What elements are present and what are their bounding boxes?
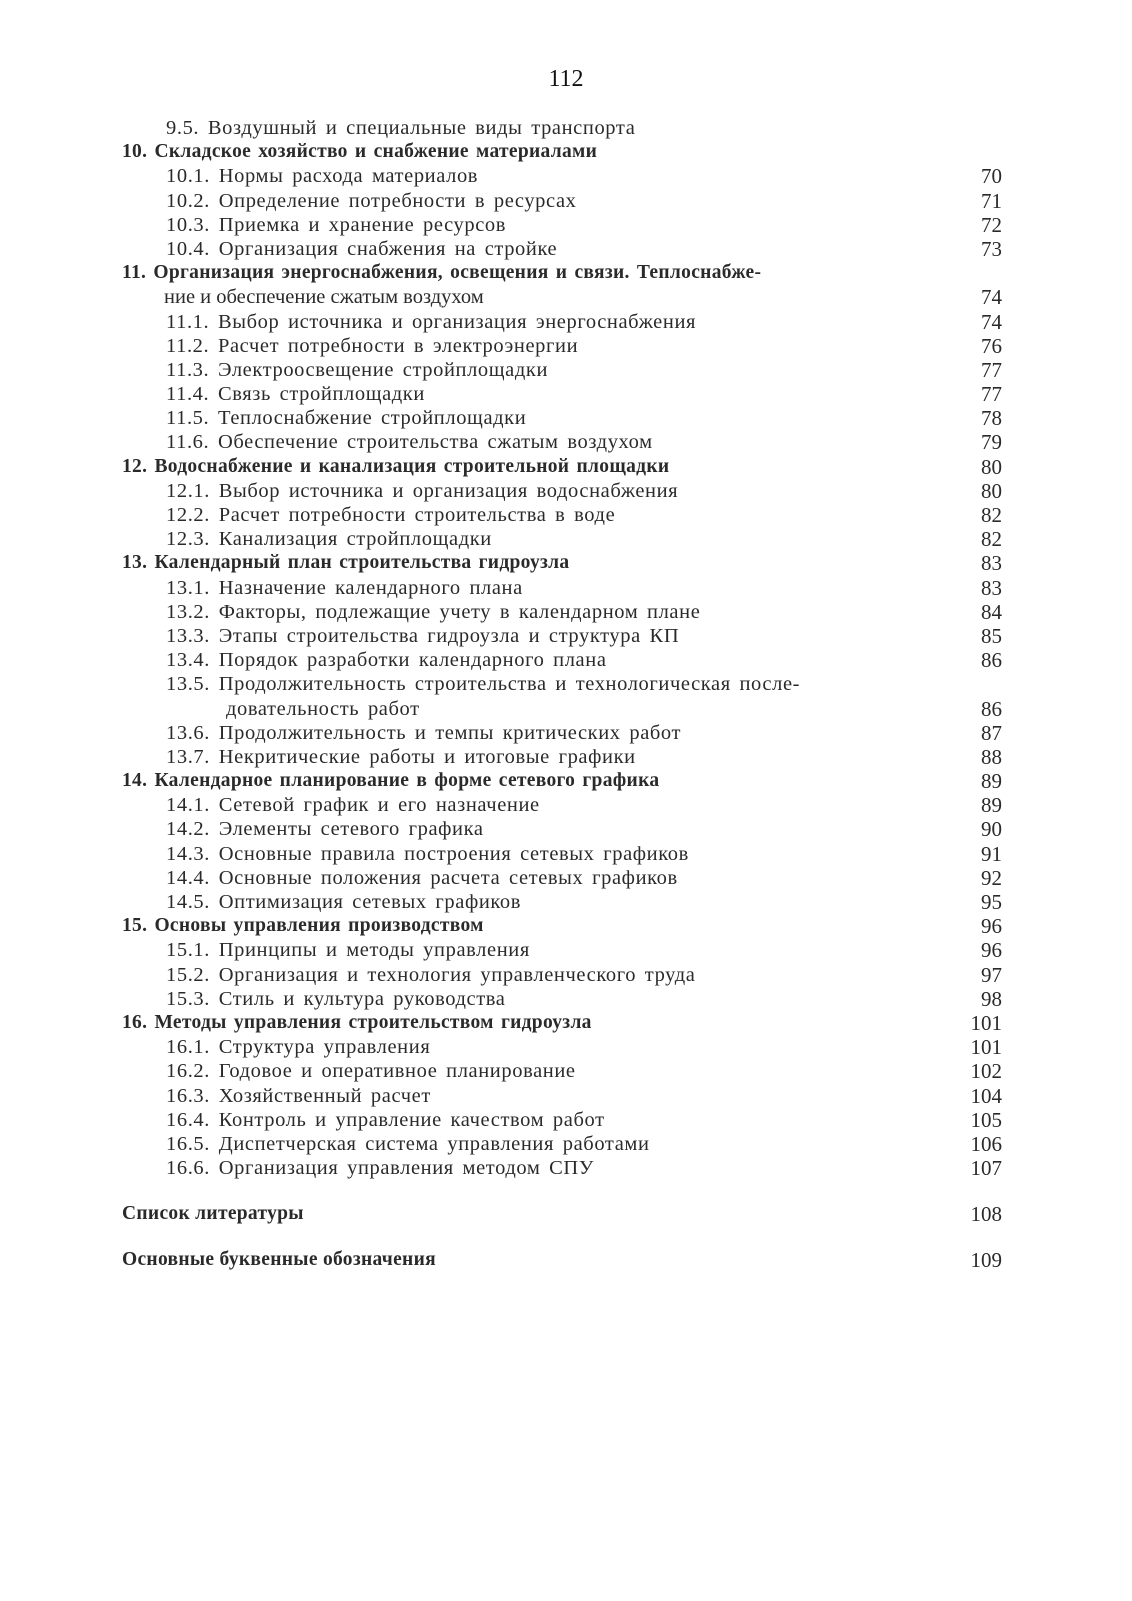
table-of-contents	[122, 116, 1002, 1273]
toc-entry-title: Некритические работы и итоговые графики	[218, 745, 636, 768]
toc-entry-number: 16.5.	[166, 1132, 210, 1155]
toc-entry-number: 13.5.	[166, 673, 210, 696]
toc-entry-number: 16.3.	[166, 1084, 210, 1107]
toc-entry-page: 80	[981, 454, 1002, 479]
toc-entry-number: 13.	[122, 552, 148, 574]
toc-entry-number: 9.5.	[166, 117, 200, 139]
toc-entry-number: 15.2.	[166, 963, 210, 986]
toc-entry-title: Приемка и хранение ресурсов	[218, 213, 507, 236]
toc-entry-page: 76	[981, 333, 1002, 358]
toc-entry-page: 71	[981, 188, 1002, 213]
toc-entry-page: 84	[981, 599, 1002, 624]
toc-entry-title: Оптимизация сетевых графиков	[218, 891, 522, 913]
back-matter-page: 108	[970, 1202, 1002, 1227]
toc-section-row	[122, 527, 1002, 551]
toc-entry-number: 11.1.	[166, 310, 210, 333]
toc-entry-title: Расчет потребности строительства в воде	[218, 504, 616, 526]
toc-entry-number: 10.1.	[166, 165, 210, 188]
toc-section-row	[122, 576, 1002, 600]
toc-entry-page: 105	[970, 1107, 1002, 1132]
toc-section-row	[122, 334, 1002, 358]
toc-entry-page: 83	[981, 575, 1002, 600]
toc-entry-page: 101	[970, 1035, 1002, 1060]
toc-entry-page: 72	[981, 212, 1002, 237]
toc-entry-title: Принципы и методы управления	[218, 939, 530, 962]
toc-entry-title: Организация снабжения на стройке	[218, 237, 558, 260]
toc-entry-page: 70	[981, 164, 1002, 189]
toc-entry-number: 10.3.	[166, 213, 210, 236]
toc-entry-title: Выбор источника и организация энергоснабжения	[217, 310, 697, 333]
toc-entry-title: Электроосвещение стройплощадки	[217, 358, 549, 381]
toc-entry-number: 14.4.	[166, 866, 210, 889]
toc-section-row	[122, 600, 1002, 624]
toc-entry-page: 98	[981, 986, 1002, 1011]
toc-entry-title: Определение потребности в ресурсах	[218, 189, 577, 212]
toc-entry-page: 83	[981, 551, 1002, 576]
toc-entry-title: Продолжительность строительства и технологическая после-	[218, 673, 801, 696]
toc-entry-title: Основные положения расчета сетевых графиков	[218, 866, 678, 889]
toc-section-row	[122, 697, 1002, 721]
toc-entry-page: 73	[981, 236, 1002, 261]
toc-section-row	[122, 430, 1002, 454]
toc-entry-page: 104	[970, 1083, 1002, 1108]
toc-entry-title: Хозяйственный расчет	[218, 1084, 431, 1107]
toc-entry-page: 91	[981, 841, 1002, 866]
toc-entry-page: 79	[981, 430, 1002, 455]
toc-entry-number: 14.1.	[166, 794, 210, 817]
toc-entry-page: 101	[970, 1010, 1002, 1035]
toc-section-row	[122, 237, 1002, 261]
toc-entry-number: 12.2.	[166, 504, 210, 526]
toc-entry-title: Порядок разработки календарного плана	[218, 649, 607, 672]
toc-entry-title: Контроль и управление качеством работ	[218, 1108, 605, 1131]
toc-section-row	[122, 406, 1002, 430]
toc-entry-page: 95	[981, 890, 1002, 914]
toc-section-row	[122, 358, 1002, 382]
toc-entry-title: Организация управления методом СПУ	[218, 1157, 594, 1180]
toc-entry-number: 15.	[122, 915, 148, 937]
toc-entry-number: 13.4.	[166, 649, 210, 672]
toc-section-row	[122, 189, 1002, 213]
toc-entry-number: 16.2.	[166, 1060, 210, 1083]
toc-section-row	[122, 938, 1002, 962]
toc-entry-title: Расчет потребности в электроэнергии	[217, 334, 579, 357]
toc-chapter-row	[122, 455, 1002, 479]
toc-entry-page: 89	[981, 769, 1002, 794]
toc-section-row	[122, 1108, 1002, 1132]
back-matter-title: Основные буквенные обозначения	[122, 1249, 436, 1271]
toc-entry-number: 10.4.	[166, 237, 210, 260]
toc-entry-page: 96	[981, 914, 1002, 939]
toc-entry-number: 14.2.	[166, 818, 210, 841]
toc-entry-number: 11.4.	[166, 383, 210, 406]
toc-entry-number: 13.6.	[166, 721, 210, 744]
back-matter-page: 109	[970, 1248, 1002, 1273]
toc-entry-page: 97	[981, 962, 1002, 987]
toc-section-row	[122, 1059, 1002, 1083]
toc-entry-number: 12.	[122, 455, 148, 477]
toc-section-row	[122, 963, 1002, 987]
toc-entry-page: 102	[970, 1059, 1002, 1084]
toc-entry-number: 13.2.	[166, 600, 210, 623]
toc-entry-title: Организация и технология управленческого труда	[218, 963, 696, 986]
toc-entry-number: 10.	[122, 141, 148, 163]
toc-entry-page: 78	[981, 406, 1002, 431]
toc-section-row	[122, 648, 1002, 672]
toc-entry-page: 74	[981, 285, 1002, 310]
toc-entry-number: 16.	[122, 1011, 148, 1033]
toc-entry-number: 11.6.	[166, 431, 210, 454]
toc-entry-title: Структура управления	[218, 1036, 431, 1059]
toc-section-row	[122, 624, 1002, 648]
toc-chapter-row	[122, 261, 1002, 285]
toc-section-row	[122, 164, 1002, 188]
toc-entry-number: 11.5.	[166, 407, 210, 430]
toc-chapter-row	[122, 769, 1002, 793]
toc-entry-number: 13.7.	[166, 745, 210, 768]
toc-chapter-row	[122, 914, 1002, 938]
spacer	[122, 1226, 1002, 1248]
toc-section-row	[122, 721, 1002, 745]
toc-entry-page: 82	[981, 527, 1002, 552]
toc-entry-number: 14.3.	[166, 842, 210, 865]
toc-entry-title: Обеспечение строительства сжатым воздухом	[217, 431, 653, 454]
toc-section-row	[122, 745, 1002, 769]
toc-entry-page: 89	[981, 793, 1002, 818]
toc-entry-page: 82	[981, 503, 1002, 527]
toc-section-row	[122, 1132, 1002, 1156]
toc-entry-page: 106	[970, 1131, 1002, 1156]
spacer	[122, 1180, 1002, 1202]
toc-entry-number: 10.2.	[166, 189, 210, 212]
toc-entry-title: Элементы сетевого графика	[218, 818, 484, 841]
toc-entry-page: 80	[981, 478, 1002, 503]
toc-section-row	[122, 285, 1002, 309]
page-number: 112	[548, 66, 584, 92]
toc-section-row	[122, 817, 1002, 841]
toc-entry-title: ние и обеспечение сжатым воздухом	[164, 286, 484, 309]
toc-entry-page: 77	[981, 357, 1002, 382]
toc-entry-page: 74	[981, 309, 1002, 334]
toc-section-row	[122, 866, 1002, 890]
toc-entry-number: 12.3.	[166, 528, 210, 551]
toc-section-row	[122, 503, 1002, 527]
toc-entry-title: Водоснабжение и канализация строительной площадки	[154, 455, 670, 477]
back-matter-row	[122, 1202, 1002, 1226]
back-matter-row	[122, 1248, 1002, 1272]
toc-section-row	[122, 793, 1002, 817]
toc-entry-page: 77	[981, 382, 1002, 407]
toc-chapter-row	[122, 140, 1002, 164]
toc-entry-number: 11.	[122, 262, 147, 284]
toc-entry-number: 16.4.	[166, 1108, 210, 1131]
toc-chapter-row	[122, 1011, 1002, 1035]
toc-entry-number: 15.3.	[166, 987, 210, 1010]
toc-section-row	[122, 116, 1002, 140]
toc-entry-title: Основы управления производством	[154, 915, 484, 937]
toc-entry-title: Календарное планирование в форме сетевого графика	[154, 770, 660, 792]
toc-entry-title: Назначение календарного плана	[218, 576, 523, 599]
toc-section-row	[122, 842, 1002, 866]
toc-entry-title: Организация энергоснабжения, освещения и связи. Теплоснабже-	[153, 262, 762, 284]
toc-entry-title: Этапы строительства гидроузла и структура КП	[218, 624, 680, 647]
toc-entry-page: 85	[981, 623, 1002, 648]
toc-entry-title: Теплоснабжение стройплощадки	[217, 407, 527, 430]
toc-entry-number: 14.	[122, 770, 148, 792]
toc-entry-number: 12.1.	[166, 479, 210, 502]
toc-entry-title: Календарный план строительства гидроузла	[154, 552, 570, 574]
toc-entry-title: Факторы, подлежащие учету в календарном плане	[218, 600, 701, 623]
toc-section-row	[122, 382, 1002, 406]
toc-section-row	[122, 1156, 1002, 1180]
toc-entry-page: 86	[981, 696, 1002, 721]
toc-entry-title: Выбор источника и организация водоснабжения	[218, 479, 679, 502]
toc-entry-number: 11.3.	[166, 358, 210, 381]
toc-section-row	[122, 1084, 1002, 1108]
toc-entry-title: Методы управления строительством гидроузла	[154, 1011, 592, 1033]
toc-section-row	[122, 310, 1002, 334]
toc-section-row	[122, 987, 1002, 1011]
toc-entry-page: 107	[970, 1156, 1002, 1181]
toc-entry-number: 16.1.	[166, 1036, 210, 1059]
toc-entry-title: довательность работ	[226, 697, 420, 720]
toc-section-row	[122, 213, 1002, 237]
toc-entry-title: Продолжительность и темпы критических работ	[218, 721, 682, 744]
toc-entry-title: Стиль и культура руководства	[218, 987, 506, 1010]
toc-entry-page: 87	[981, 720, 1002, 745]
toc-entry-title: Основные правила построения сетевых графиков	[218, 842, 689, 865]
toc-entry-title: Годовое и оперативное планирование	[218, 1060, 576, 1083]
toc-entry-number: 11.2.	[166, 334, 210, 357]
toc-entry-title: Канализация стройплощадки	[218, 528, 492, 551]
toc-entry-page: 92	[981, 865, 1002, 890]
toc-section-row	[122, 1035, 1002, 1059]
toc-entry-title: Складское хозяйство и снабжение материалами	[154, 141, 598, 163]
toc-section-row	[122, 890, 1002, 914]
toc-entry-number: 15.1.	[166, 939, 210, 962]
toc-entry-page: 86	[981, 648, 1002, 673]
toc-chapter-row	[122, 551, 1002, 575]
toc-section-row	[122, 672, 1002, 696]
toc-entry-page: 88	[981, 744, 1002, 769]
toc-entry-title: Связь стройплощадки	[217, 383, 425, 406]
toc-section-row	[122, 479, 1002, 503]
toc-entry-number: 14.5.	[166, 891, 210, 913]
toc-entry-title: Нормы расхода материалов	[218, 165, 479, 188]
toc-entry-title: Диспетчерская система управления работами	[218, 1132, 650, 1155]
toc-entry-page: 96	[981, 938, 1002, 963]
toc-entry-number: 13.1.	[166, 576, 210, 599]
toc-entry-number: 13.3.	[166, 624, 210, 647]
back-matter-title: Список литературы	[122, 1203, 304, 1225]
toc-entry-title: Воздушный и специальные виды транспорта	[207, 117, 636, 139]
toc-entry-number: 16.6.	[166, 1157, 210, 1180]
toc-entry-page: 90	[981, 817, 1002, 842]
toc-entry-title: Сетевой график и его назначение	[218, 794, 540, 817]
